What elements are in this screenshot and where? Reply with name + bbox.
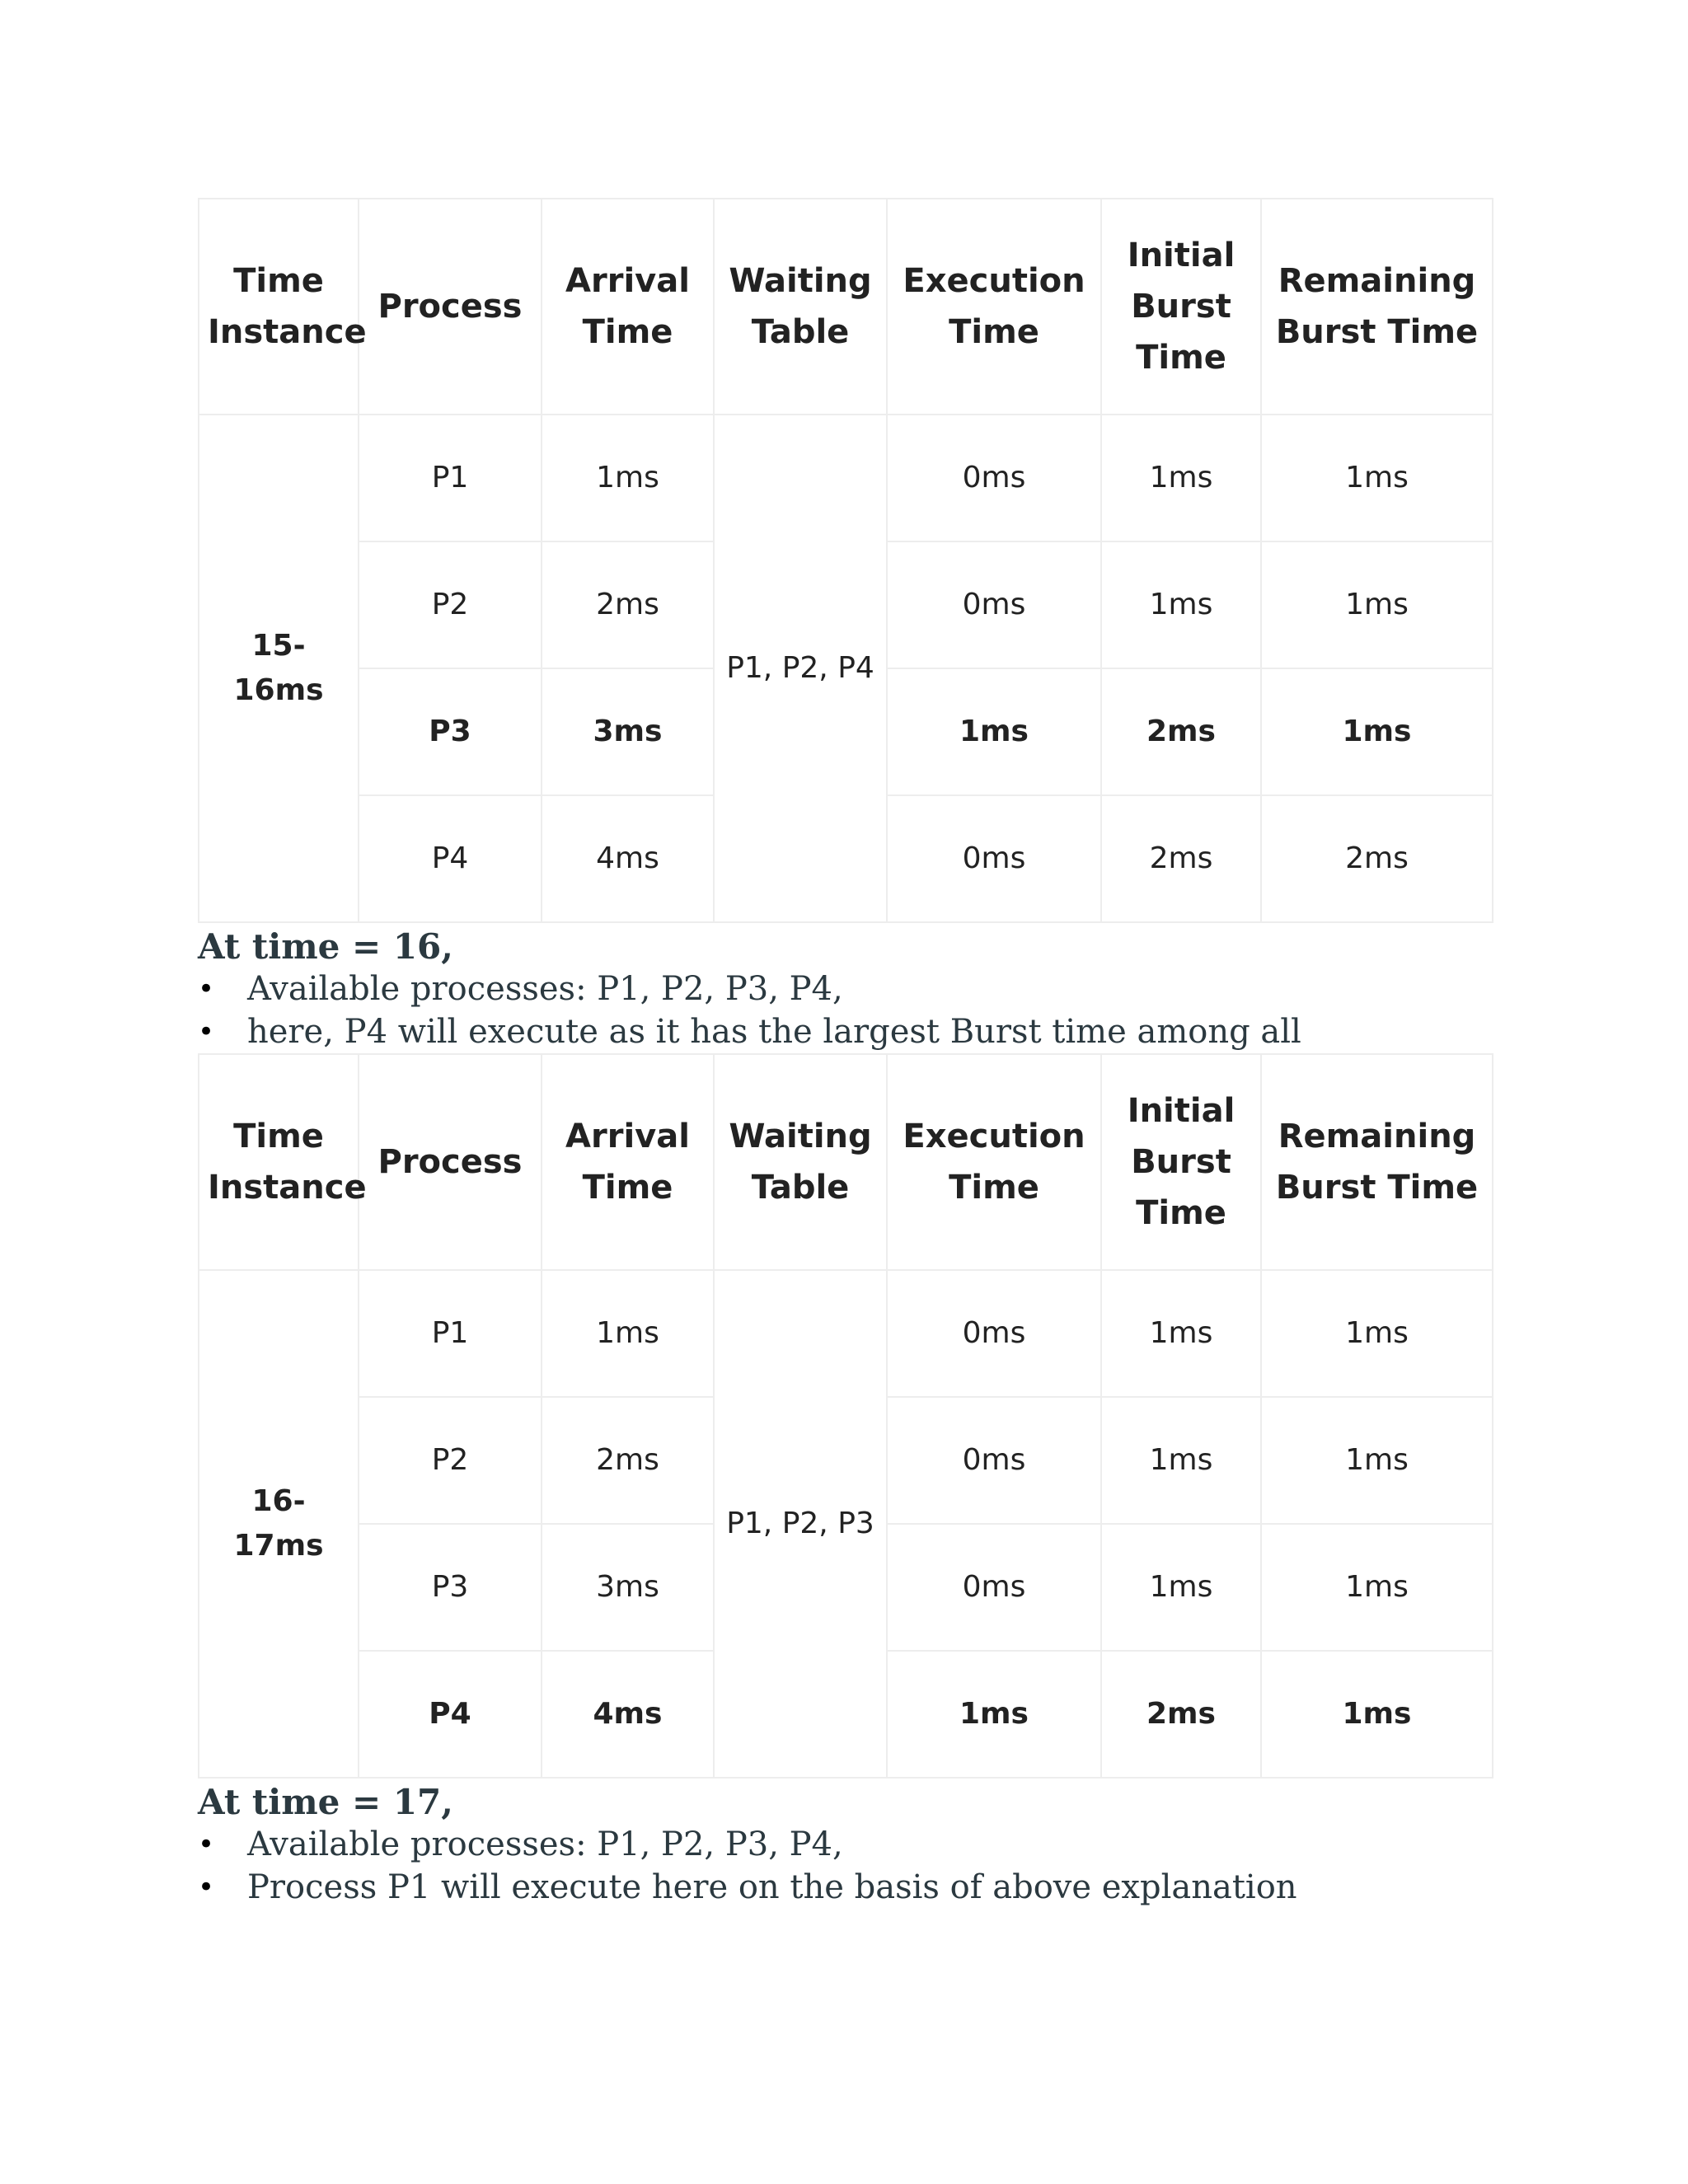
section-heading: At time = 16, [198, 926, 453, 967]
arrival-cell: 1ms [542, 415, 714, 541]
list-item [198, 1010, 1492, 1053]
notes-list [198, 968, 1492, 1053]
process-cell: P4 [359, 795, 542, 922]
process-cell: P2 [359, 1397, 542, 1524]
initial-burst-cell: 1ms [1101, 415, 1261, 541]
time-instance-cell: 15-16ms [199, 415, 359, 922]
process-cell: P2 [359, 541, 542, 668]
remaining-burst-cell: 1ms [1261, 1397, 1493, 1524]
initial-burst-cell: 1ms [1101, 1397, 1261, 1524]
initial-burst-cell: 2ms [1101, 795, 1261, 922]
arrival-cell: 4ms [542, 795, 714, 922]
note-text: Process P1 will execute here on the basis of above explanation [247, 1868, 1297, 1906]
waiting-table-cell: P1, P2, P4 [714, 415, 887, 922]
header-arrival-time: Arrival Time [542, 199, 714, 415]
table-header-row [199, 199, 1493, 415]
header-remaining-burst-time: Remaining Burst Time [1261, 199, 1493, 415]
table-row [199, 415, 1493, 541]
process-cell: P1 [359, 415, 542, 541]
header-waiting-table: Waiting Table [714, 1054, 887, 1270]
waiting-table-cell: P1, P2, P3 [714, 1270, 887, 1778]
arrival-cell: 2ms [542, 541, 714, 668]
initial-burst-cell: 1ms [1101, 1524, 1261, 1651]
remaining-burst-cell: 1ms [1261, 1651, 1493, 1778]
remaining-burst-cell: 2ms [1261, 795, 1493, 922]
execution-cell: 1ms [887, 1651, 1101, 1778]
execution-cell: 0ms [887, 795, 1101, 922]
execution-cell: 0ms [887, 541, 1101, 668]
header-execution-time: Execution Time [887, 1054, 1101, 1270]
initial-burst-cell: 1ms [1101, 541, 1261, 668]
table-row [199, 1270, 1493, 1397]
list-item [198, 1866, 1492, 1909]
header-initial-burst-time: Initial Burst Time [1101, 1054, 1261, 1270]
header-waiting-table: Waiting Table [714, 199, 887, 415]
notes-list [198, 1823, 1492, 1909]
header-time-instance: Time Instance [199, 1054, 359, 1270]
list-item [198, 1823, 1492, 1866]
remaining-burst-cell: 1ms [1261, 541, 1493, 668]
document [198, 198, 1492, 1909]
execution-cell: 1ms [887, 668, 1101, 795]
bullet-icon: • [198, 1828, 215, 1861]
initial-burst-cell: 1ms [1101, 1270, 1261, 1397]
list-item [198, 968, 1492, 1010]
remaining-burst-cell: 1ms [1261, 1524, 1493, 1651]
remaining-burst-cell: 1ms [1261, 1270, 1493, 1397]
note-text: Available processes: P1, P2, P3, P4, [247, 1825, 843, 1863]
note-text: Available processes: P1, P2, P3, P4, [247, 970, 843, 1008]
execution-cell: 0ms [887, 415, 1101, 541]
time-instance-cell: 16-17ms [199, 1270, 359, 1778]
header-arrival-time: Arrival Time [542, 1054, 714, 1270]
arrival-cell: 3ms [542, 1524, 714, 1651]
execution-cell: 0ms [887, 1524, 1101, 1651]
section-heading: At time = 17, [198, 1782, 453, 1822]
remaining-burst-cell: 1ms [1261, 668, 1493, 795]
initial-burst-cell: 2ms [1101, 668, 1261, 795]
header-time-instance: Time Instance [199, 199, 359, 415]
arrival-cell: 3ms [542, 668, 714, 795]
bullet-icon: • [198, 972, 215, 1005]
arrival-cell: 2ms [542, 1397, 714, 1524]
bullet-icon: • [198, 1015, 215, 1048]
bullet-icon: • [198, 1871, 215, 1904]
process-cell: P3 [359, 668, 542, 795]
execution-cell: 0ms [887, 1270, 1101, 1397]
arrival-cell: 1ms [542, 1270, 714, 1397]
remaining-burst-cell: 1ms [1261, 415, 1493, 541]
schedule-table-2 [198, 1053, 1493, 1779]
header-execution-time: Execution Time [887, 199, 1101, 415]
schedule-table-1 [198, 198, 1493, 923]
process-cell: P4 [359, 1651, 542, 1778]
header-remaining-burst-time: Remaining Burst Time [1261, 1054, 1493, 1270]
arrival-cell: 4ms [542, 1651, 714, 1778]
process-cell: P3 [359, 1524, 542, 1651]
header-process: Process [359, 199, 542, 415]
note-text: here, P4 will execute as it has the largest Burst time among all [247, 1013, 1301, 1051]
initial-burst-cell: 2ms [1101, 1651, 1261, 1778]
header-process: Process [359, 1054, 542, 1270]
execution-cell: 0ms [887, 1397, 1101, 1524]
table-header-row [199, 1054, 1493, 1270]
header-initial-burst-time: Initial Burst Time [1101, 199, 1261, 415]
process-cell: P1 [359, 1270, 542, 1397]
